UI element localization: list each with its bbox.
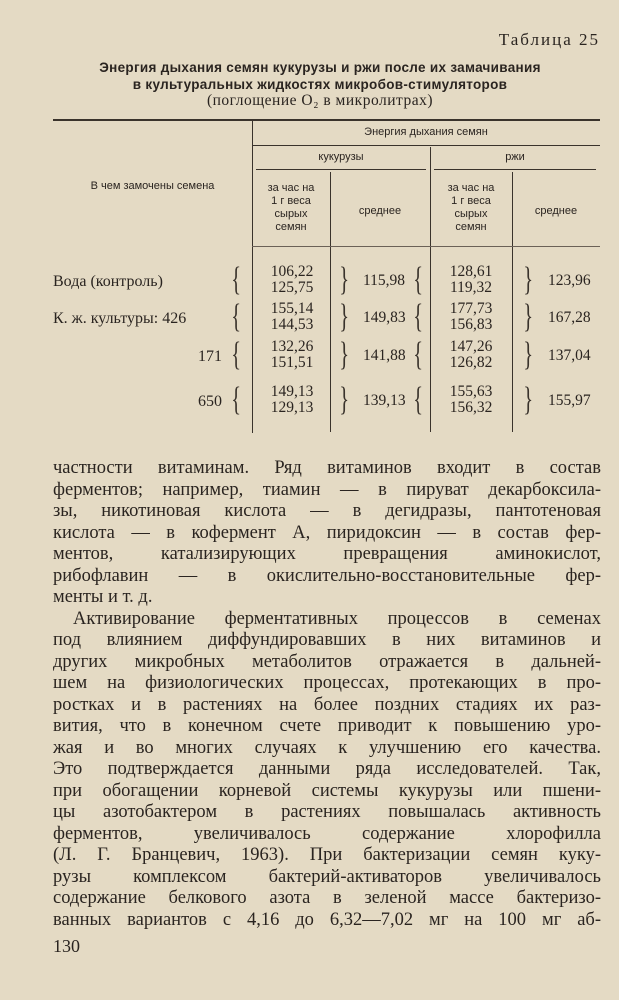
text-line: зы, никотиновая кислота — в дегидразы, пантотеновая (53, 501, 601, 521)
corn-values (257, 264, 327, 296)
header-rule (256, 169, 426, 170)
table-subcaption: (поглощение O₂ в микролитрах) (206, 92, 434, 109)
brace-close: } (339, 298, 350, 335)
body-text (53, 458, 601, 931)
text-line: частности витаминам. Ряд витаминов входит в состав (53, 458, 601, 478)
brace-open: { (413, 381, 424, 418)
corn-values (257, 301, 327, 333)
header-text: сырых (454, 208, 488, 220)
value: 119,32 (449, 279, 493, 296)
corn-mean: 149,83 (363, 309, 406, 326)
text-line: содержание белкового азота в зеленой массе бактеризо- (53, 888, 601, 908)
header-rule (252, 246, 600, 247)
value: 147,26 (449, 338, 493, 355)
text-line: (Л. Г. Бранцевич, 1963). При бактеризации семян куку- (53, 845, 601, 865)
rye-mean: 167,28 (548, 309, 591, 326)
header-text: за час на (267, 182, 315, 194)
brace-close: } (339, 261, 350, 298)
header-corn: кукурузы (318, 151, 364, 163)
header-text: семян (275, 221, 307, 233)
text-line: других микробных метаболитов отражается в дальней- (53, 651, 601, 672)
row-label: 171 (198, 348, 222, 365)
corn-values (257, 384, 327, 416)
header-corn-per-hour (252, 182, 330, 234)
text-line: рузы комплексом бактерий-активаторов увеличивалось (53, 866, 601, 887)
value: 177,73 (449, 300, 493, 317)
value: 155,63 (449, 383, 493, 400)
rye-values (436, 339, 506, 371)
table-number: Таблица 25 (498, 30, 600, 49)
value: 149,13 (270, 383, 314, 400)
value: 156,32 (449, 399, 493, 416)
brace-close: } (339, 336, 350, 373)
text-line: рибофлавин — в окислительно-восстановительные фер- (53, 565, 601, 586)
text-line: жая и во многих случаях к улучшению его качества. (53, 737, 601, 758)
text-line: ферментов; например, тиамин — в пируват декарбоксила- (53, 479, 601, 500)
value: 125,75 (270, 279, 314, 296)
text-line: под влиянием диффундировавших в них витаминов и (53, 630, 601, 650)
text-line: кислота — в кофермент А, пиридоксин — в состав фер- (53, 522, 601, 543)
row-label: Вода (контроль) (53, 273, 163, 290)
header-text: семян (455, 221, 487, 233)
rye-values (436, 301, 506, 333)
row-label: К. ж. культуры: 426 (53, 310, 187, 327)
header-row-label: В чем замочены семена (90, 180, 215, 192)
value: 156,83 (449, 316, 493, 333)
value: 126,82 (449, 354, 493, 371)
header-text: сырых (274, 208, 308, 220)
page-number: 130 (53, 936, 80, 956)
text-line: ростках и в растениях на более поздних стадиях их раз- (53, 694, 601, 715)
brace-open: { (413, 261, 424, 298)
header-corn-mean: среднее (358, 205, 402, 217)
column-divider (252, 121, 253, 433)
header-rule (434, 169, 596, 170)
table-caption-line-1: Энергия дыхания семян кукурузы и ржи после их замачивания (99, 60, 541, 75)
value: 132,26 (270, 338, 314, 355)
text-line: ванных вариантов с 4,16 до 6,32—7,02 мг на 100 мг аб- (53, 909, 601, 930)
brace-close: } (523, 261, 534, 298)
value: 151,51 (270, 354, 314, 371)
rye-values (436, 384, 506, 416)
table-caption-line-2: в культуральных жидкостях микробов-стимуляторов (132, 77, 508, 92)
value: 144,53 (270, 316, 314, 333)
value: 129,13 (270, 399, 314, 416)
header-rule (252, 145, 600, 146)
table-top-rule (53, 119, 600, 121)
text-line: шем на физиологических процессах, протекающих в про- (53, 673, 601, 693)
text-line: ментов, катализирующих превращения аминокислот, (53, 544, 601, 564)
corn-mean: 115,98 (363, 272, 406, 289)
brace-open: { (231, 298, 242, 335)
brace-open: { (231, 336, 242, 373)
header-text: 1 г веса (271, 195, 311, 207)
brace-open: { (231, 381, 242, 418)
brace-open: { (231, 261, 242, 298)
brace-close: } (339, 381, 350, 418)
corn-values (257, 339, 327, 371)
text-line: при обогащении корневой системы кукурузы или пшени- (53, 780, 601, 801)
brace-open: { (413, 298, 424, 335)
text-line: цы азотобактером в растениях повышалась активность (53, 802, 601, 822)
text-line: Активирование ферментативных процессов в семенах (73, 608, 601, 629)
corn-mean: 139,13 (363, 392, 406, 409)
value: 106,22 (270, 263, 314, 280)
text-line: ферментов, увеличивалось содержание хлорофилла (53, 823, 601, 844)
text-line: менты и т. д. (53, 587, 153, 607)
brace-close: } (523, 381, 534, 418)
rye-values (436, 264, 506, 296)
header-rye: ржи (505, 151, 525, 163)
header-text: 1 г веса (451, 195, 491, 207)
text-line: вития, что в конечном счете приводит к повышению уро- (53, 716, 601, 736)
header-rye-per-hour (430, 182, 512, 234)
rye-mean: 123,96 (548, 272, 591, 289)
value: 155,14 (270, 300, 314, 317)
value: 128,61 (449, 263, 493, 280)
row-label: 650 (198, 393, 222, 410)
brace-open: { (413, 336, 424, 373)
header-group: Энергия дыхания семян (364, 126, 488, 138)
rye-mean: 137,04 (548, 347, 591, 364)
corn-mean: 141,88 (363, 347, 406, 364)
text-line: Это подтверждается данными ряда исследователей. Так, (53, 759, 601, 779)
brace-close: } (523, 336, 534, 373)
rye-mean: 155,97 (548, 392, 591, 409)
header-text: за час на (447, 182, 495, 194)
header-rye-mean: среднее (534, 205, 578, 217)
brace-close: } (523, 298, 534, 335)
